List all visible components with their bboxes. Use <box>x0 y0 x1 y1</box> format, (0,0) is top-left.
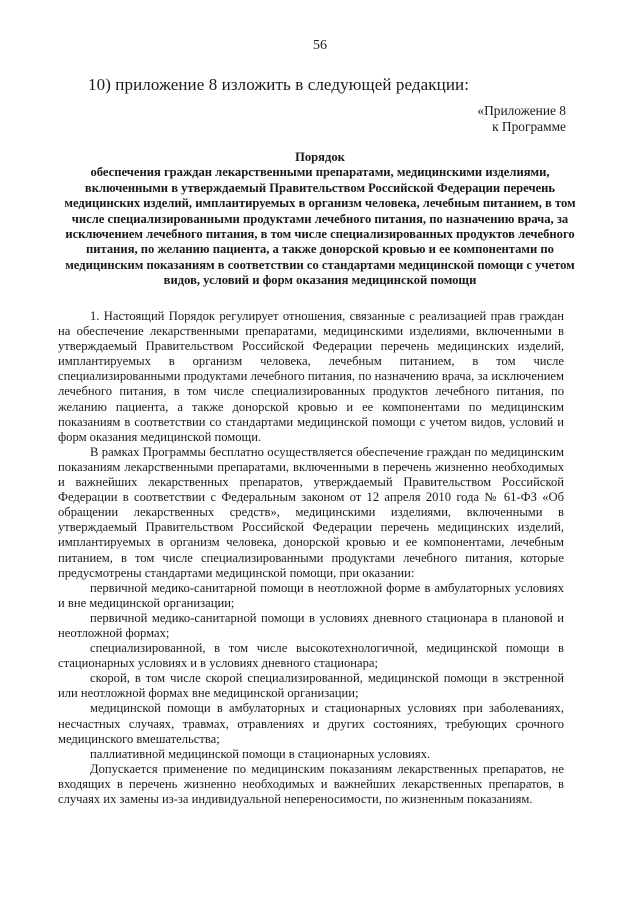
paragraph: первичной медико-санитарной помощи в условиях дневного стационара в плановой и неотложной формах; <box>58 610 564 640</box>
appendix-reference <box>477 103 566 135</box>
title-subtitle: обеспечения граждан лекарственными препаратами, медицинскими изделиями, включенными в утверждаемый Правительством Российской Федерации перечень медицинских изделий, имплантируемых в организм человека, лечебным питанием, в том числе специализированными продуктами лечебного питания, по назначению врача, за исключением лечебного питания, в том числе специализированных продуктов лечебного питания, по желанию пациента, а также донорской кровью и ее компонентами по медицинским показаниям в соответствии со стандартами медицинской помощи с учетом видов, условий и форм оказания медицинской помощи <box>64 165 576 288</box>
appendix-line-1: «Приложение 8 <box>477 103 566 118</box>
paragraph: специализированной, в том числе высокотехнологичной, медицинской помощи в стационарных условиях и в условиях дневного стационара; <box>58 641 564 671</box>
paragraph: 1. Настоящий Порядок регулирует отношения, связанные с реализацией прав граждан на обеспечение лекарственными препаратами, медицинскими изделиями, включенными в утверждаемый Правительством Российской Федерации перечень медицинских изделий, имплантируемых в организм человека, лечебным питанием, в том числе специализированными продуктами лечебного питания, по назначению врача, за исключением лечебного питания, в том числе специализированных продуктов лечебного питания, по желанию пациента, а также донорской кровью и ее компонентами по медицинским показаниям в соответствии со стандартами медицинской помощи с учетом видов, условий и форм оказания медицинской помощи. <box>58 309 564 444</box>
page-number: 56 <box>313 38 327 53</box>
paragraph: паллиативной медицинской помощи в стационарных условиях. <box>90 746 431 761</box>
paragraph: скорой, в том числе скорой специализированной, медицинской помощи в экстренной или неотложной формах вне медицинской организации; <box>58 671 564 701</box>
document-title <box>58 150 582 289</box>
paragraph: В рамках Программы бесплатно осуществляется обеспечение граждан по медицинским показаниям лекарственными препаратами, включенными в перечень жизненно необходимых и важнейших лекарственных препаратов, утверждаемый Правительством Российской Федерации в соответствии с Федеральным законом от 12 апреля 2010 года № 61-ФЗ «Об обращении лекарственных средств», медицинскими изделиями, включенными в утверждаемый Правительством Российской Федерации перечень медицинских изделий, имплантируемых в организм человека, донорской кровью и ее компонентами, лечебным питанием, в том числе специализированными продуктами лечебного питания, которые предусмотрены стандартами медицинской помощи, при оказании: <box>58 444 564 580</box>
amendment-instruction: 10) приложение 8 изложить в следующей редакции: <box>88 75 470 94</box>
paragraph: медицинской помощи в амбулаторных и стационарных условиях при заболеваниях, несчастных случаях, травмах, отравлениях и других состояниях, требующих срочного медицинского вмешательства; <box>58 701 564 746</box>
paragraph: Допускается применение по медицинским показаниям лекарственных препаратов, не входящих в перечень жизненно необходимых и важнейших лекарственных препаратов, в случаях их замены из-за индивидуальной непереносимости, по жизненным показаниям. <box>58 761 564 806</box>
title-heading: Порядок <box>295 150 345 164</box>
appendix-line-2: к Программе <box>492 119 566 134</box>
paragraph: первичной медико-санитарной помощи в неотложной форме в амбулаторных условиях и вне медицинской организации; <box>58 580 564 610</box>
body-text <box>58 309 564 807</box>
